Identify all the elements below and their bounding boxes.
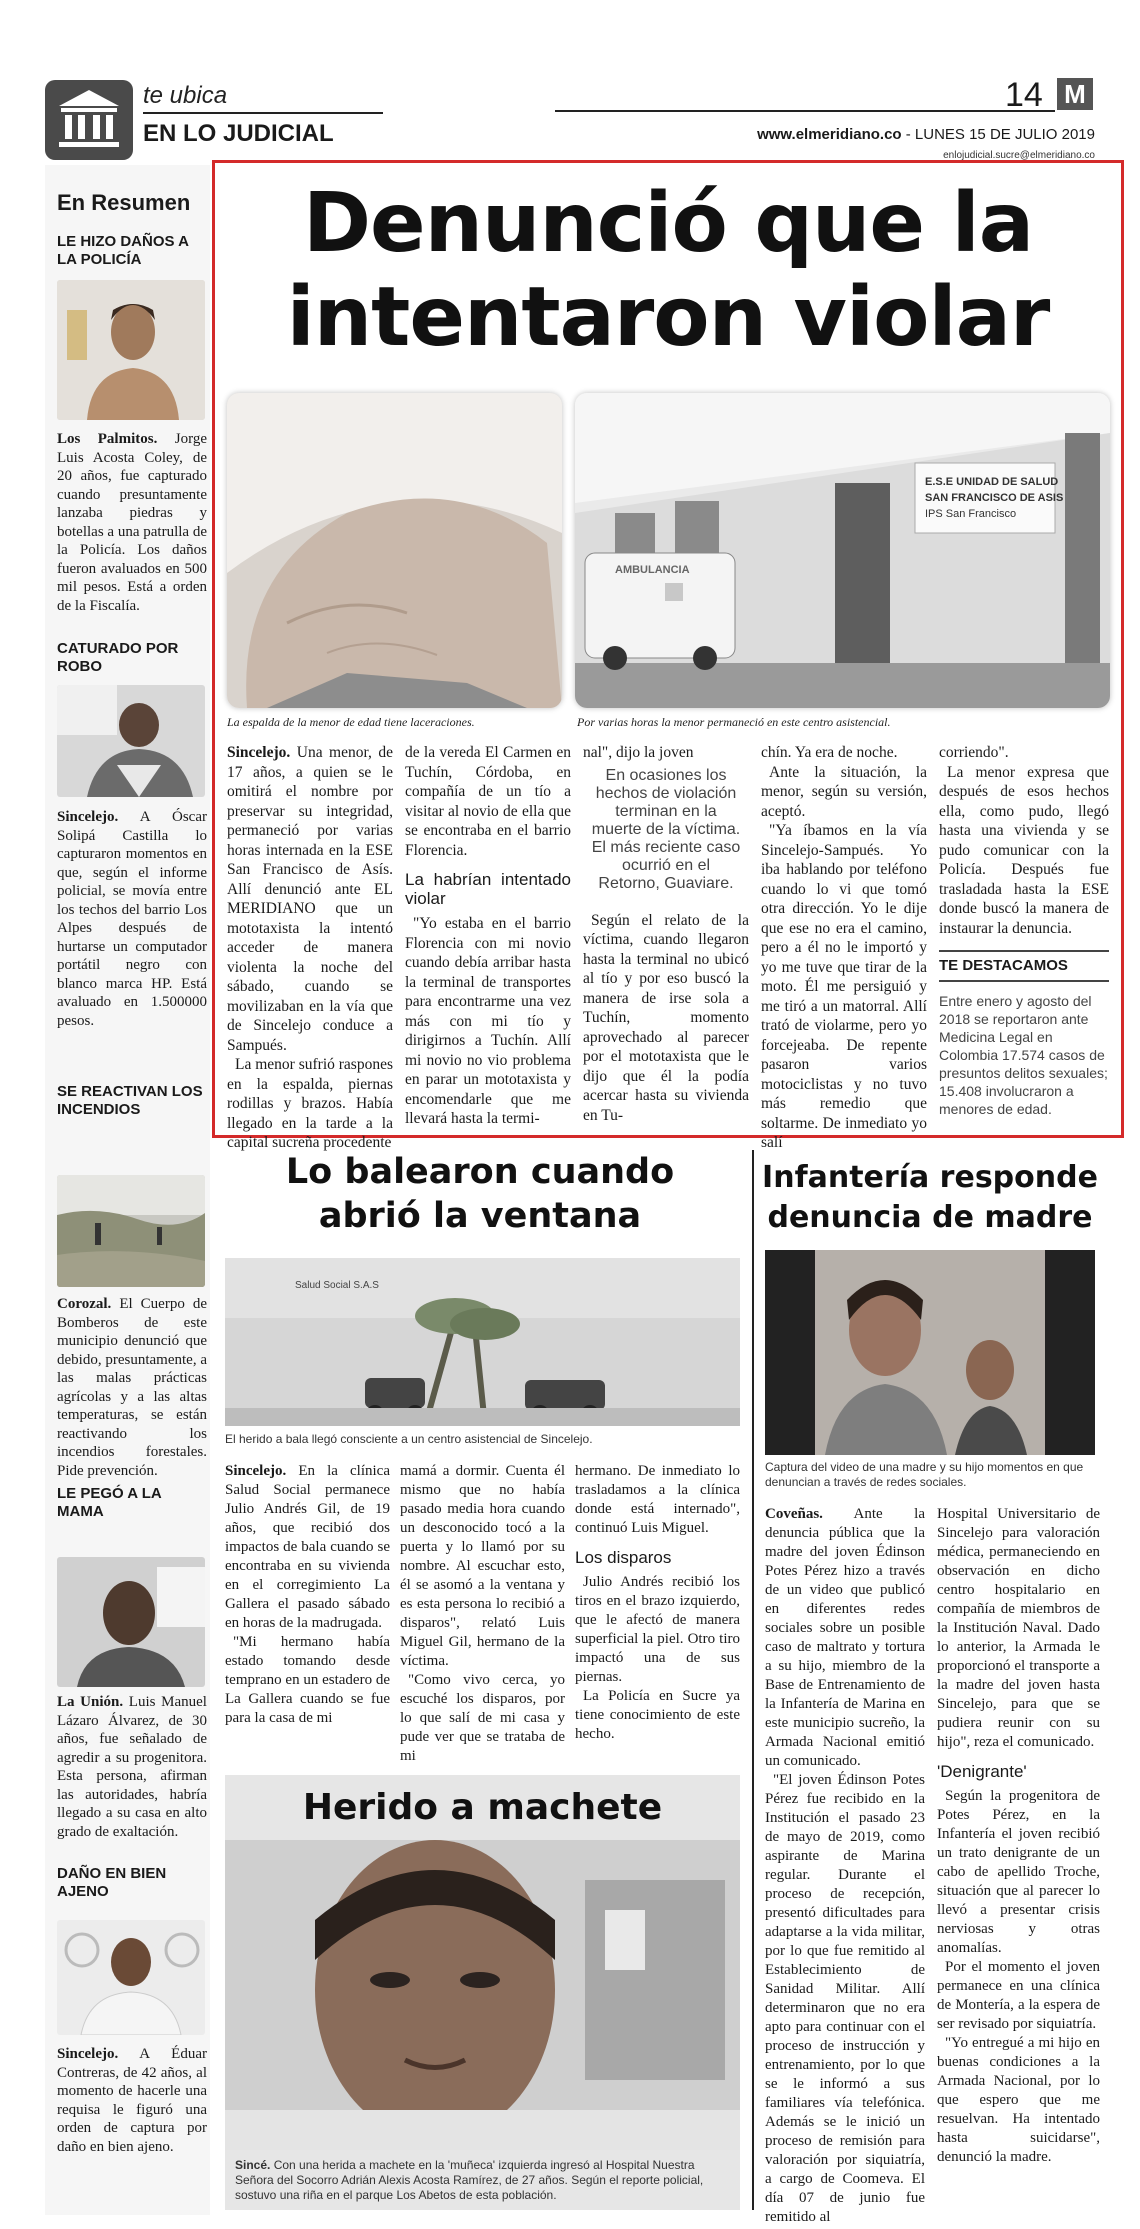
page-header (45, 72, 1095, 162)
article-headline: Infantería responde denuncia de madre (762, 1160, 1098, 1235)
article-column: de la vereda El Carmen en Tuchín, Córdoba, en compañía de un tío a visitar al novio de ella que se encontraba en el barrio Florencia. La habrían intentado violar "Yo estaba en el barrio Florencia con mi novio cuando debía arribar hasta la terminal de transportes para encontrarme una vez más con mi tío y dirigirnos a Tuchín. Allí mi novio no vio problema en parar un mototaxista y encomendarle que me llevará hasta la termi- (405, 744, 571, 1127)
sign-text: IPS San Francisco (925, 508, 1017, 520)
section-title: EN LO JUDICIAL (143, 120, 334, 147)
article-headline: Lo balearon cuando abrió la ventana (285, 1152, 675, 1236)
section-kicker: te ubica (143, 82, 228, 109)
main-headline: Denunció que la intentaron violar (286, 176, 1050, 365)
dateline (757, 126, 1095, 143)
photo-caption: Captura del video de una madre y su hijo momentos en que denuncian a través de redes sociales. (765, 1460, 1084, 1489)
article-column: nal", dijo la joven En ocasiones los hechos de violación terminan en la muerte de la víctima. El más reciente caso ocurrió en el Retorno, Guaviare. Según el relato de la víctima, cuando llegaron hasta la terminal no ubicó al tío y por eso buscó la manera de irse sola a Tuchín, momento aprovechado al parecer por el mototaxista que le dijo que él la podía acercar hasta su vivienda en Tu- (583, 744, 749, 1124)
page-number: 14 (1005, 76, 1043, 114)
brand-logo: M (1057, 78, 1093, 110)
section-email[interactable]: enlojudicial.sucre@elmeridiano.co (943, 150, 1095, 161)
sidebar-heading: LE PEGÓ A LA MAMA (57, 1485, 162, 1520)
fire-photo (57, 1175, 205, 1287)
main-article (212, 160, 1124, 1151)
article-column: corriendo". La menor expresa que después de esos hechos ella, como pudo, llegó hasta una vivienda y se pudo comunicar con la Policía. Después fue trasladada hasta la ESE donde buscó la manera de instaurar la denuncia. TE DESTACAMOS Entre enero y agosto del 2018 se reportaron ante Medicina Legal en Colombia 17.574 casos de presuntos delitos sexuales; 15.408 involucraron a menores de edad. (939, 744, 1109, 1117)
suspect-photo (57, 280, 205, 420)
subheading: Los disparos (575, 1548, 672, 1567)
article-column: hermano. De inmediato lo trasladamos a la clínica donde está internado", continuó Luis Miguel. Los disparos Julio Andrés recibió los tiros en el brazo izquierdo, que le afectó de manera superficial la piel. Otro tiro impactó una de sus piernas. La Policía en Sucre ya tiene conocimiento de este hecho. (575, 1463, 740, 1742)
health-center-photo (575, 393, 1110, 708)
sidebar-text: Sincelejo. A Óscar Solipá Castilla lo capturaron momentos en que, según el informe policial, se movía entre los techos del barrio Los Alpes después de hurtarse un computador portátil negro con blanco marca HP. Está avaluado en 1.500000 pesos. (57, 809, 207, 1029)
photo-caption: El herido a bala llegó consciente a un centro asistencial de Sincelejo. (225, 1432, 593, 1446)
photo-caption: La espalda de la menor de edad tiene laceraciones. (227, 715, 475, 729)
article-column: Sincelejo. Una menor, de 17 años, a quien se le omitirá el nombre por preservar su integridad, permaneció por varias horas internada en la ESE San Francisco de Asís. Allí denunció ante EL MERIDIANO que un mototaxista la intentó acceder de manera violenta la noche del sábado, cuando se movilizaban en la vía que de Sincelejo conduce a Sampués. La menor sufrió raspones en la espalda, piernas rodillas y brazos. Había llegado en la tarde a la capital sucreña procedente (227, 744, 393, 1151)
issue-date: - LUNES 15 DE JULIO 2019 (901, 126, 1095, 143)
summary-sidebar (45, 165, 210, 2215)
clinic-photo (225, 1258, 740, 1426)
back-injury-photo (227, 393, 562, 708)
article-column: Coveñas. Ante la denuncia pública que la madre del joven Édinson Potes Pérez hizo a través de un video que publicó en diferentes redes sociales sobre un posible caso de maltrato y tortura a su hijo, miembro de la Base de Entrenamiento de la Infantería de Marina en este municipio sucreño, la Armada Nacional emitió un comunicado. "El joven Édinson Potes Pérez fue recibido en la Institución el pasado 23 de mayo de 2019, como aspirante de Marina regular. Durante el proceso de recepción, presentó dificultades para adaptarse a la vida militar, por lo que fue remitido al Establecimiento de Sanidad Militar. Allí determinaron que no era apto para continuar con el proceso de instrucción y entrenamiento, por lo que se le informó a sus familiares vía telefónica. Además se le inició un proceso de remisión para valoración por siquiatría, a cargo de Coomeva. El día 07 de junio fue remitido al (765, 1506, 925, 2225)
sign-text: SAN FRANCISCO DE ASIS (925, 492, 1064, 504)
sidebar-title: En Resumen (57, 190, 191, 215)
suspect-photo (57, 1557, 205, 1687)
article-column: mamá a dormir. Cuenta él mismo que no había pasado media hora cuando un desconocido tocó a la puerta y lo llamó por su nombre. Al escuchar esto, él se asomó a la ventana y es esta persona lo recibió a disparos", relató Luis Miguel Gil, hermano de la víctima. "Como vivo cerca, yo escuché los disparos, por lo que salí de mi casa y pude ver que se trataba de mi (400, 1463, 565, 1764)
site-url[interactable]: www.elmeridiano.co (757, 126, 902, 143)
header-rule (555, 110, 1055, 112)
highlight-title: TE DESTACAMOS (939, 950, 1109, 982)
subheading: 'Denigrante' (937, 1762, 1027, 1781)
photo-caption: Por varias horas la menor permaneció en este centro asistencial. (577, 715, 891, 729)
highlight-text: Entre enero y agosto del 2018 se reportaron ante Medicina Legal en Colombia 17.574 casos de presuntos delitos sexuales; 15.408 involucraron a menores de edad. (939, 992, 1108, 1117)
sidebar-text: Corozal. El Cuerpo de Bomberos de este municipio denunció que debido, presuntamente, a las malas prácticas agrícolas y a las altas temperaturas, se están reactivando los incendios forestales. Pide prevención. (57, 1296, 207, 1479)
injured-man-photo (225, 1840, 740, 2150)
ambulance-label: AMBULANCIA (615, 564, 690, 576)
sidebar-heading: LE HIZO DAÑOS A LA POLICÍA (57, 233, 189, 268)
subheading: La habrían intentado violar (405, 870, 571, 908)
article-column: Hospital Universitario de Sincelejo para valoración médica, permaneciendo en observación en dicho centro hospitalario en compañía de miembros de la Institución Naval. Dado lo anterior, la Armada le proporcionó el transporte a la madre del joven hasta Sincelejo, para que se pudiera reunir con su hijo", reza el comunicado. 'Denigrante' Según la progenitora de Potes Pérez, en la Infantería el joven recibió un trato denigrante de un cabo de apellido Troche, situación que al parecer lo llevó a presentar crisis nerviosas y otras anomalías. Por el momento el joven permanece en una clínica de Montería, a la espera de ser revisado por siquiatría. "Yo entregué a mi hijo en buenas condiciones a la Armada Nacional, por lo que espero que me resuelvan. Ha intentado hasta suicidarse", denunció la madre. (937, 1506, 1100, 2165)
article-column: Sincelejo. En la clínica Salud Social permanece Julio Andrés Gil, de 19 años, que recibió dos impactos de bala cuando se encontraba en su vivienda en el corregimiento La Gallera el pasado sábado en horas de la madrugada. "Mi hermano había estado tomando desde temprano en un estadero de La Gallera cuando se fue para la casa de mi (225, 1463, 390, 1726)
sidebar-heading: DAÑO EN BIEN AJENO (57, 1865, 167, 1900)
suspect-photo (57, 685, 205, 797)
column-divider (752, 1150, 754, 2210)
sidebar-text: Sincelejo. A Éduar Contreras, de 42 años, al momento de hacerle una requisa le figuró una orden de captura por daño en bien ajeno. (57, 2046, 207, 2155)
kicker-divider (143, 112, 383, 114)
suspect-photo (57, 1920, 205, 2035)
sidebar-heading: SE REACTIVAN LOS INCENDIOS (57, 1083, 203, 1118)
photo-caption: Sincé. Con una herida a machete en la 'muñeca' izquierda ingresó al Hospital Nuestra Señora del Socorro Adrián Alexis Acosta Ramírez, de 27 años. Según el reporte policial, sostuvo una riña en el parque Los Abetos de esta población. (235, 2158, 704, 2202)
sign-text: E.S.E UNIDAD DE SALUD (925, 476, 1059, 488)
article-headline: Herido a machete (302, 1787, 663, 1828)
video-capture-photo (765, 1250, 1095, 1455)
sidebar-text: Los Palmitos. Jorge Luis Acosta Coley, de 20 años, fue capturado cuando presuntamente lanzaba piedras y botellas a una patrulla de la Policía. Los daños fueron avaluados en 500 mil pesos. Está a orden de la Fiscalía. (57, 431, 207, 614)
pull-quote: En ocasiones los hechos de violación terminan en la muerte de la víctima. El más reciente caso ocurrió en el Retorno, Guaviare. (591, 766, 741, 892)
article-column: chín. Ya era de noche. Ante la situación, la menor, según su versión, aceptó. "Ya íbamos en la vía Sincelejo-Sampués. Yo iba hablando por teléfono cuando lo vi que tomó otra dirección. Yo le dije que ese no era el camino, pero a él no le importó y yo me tuve que tirar de la moto. Él me persiguió y me tiró a un matorral. Allí trató de violarme, pero yo forcejeaba. De repente pasaron varios motociclistas y no tuvo más remedio que soltarme. De inmediato yo salí (761, 744, 927, 1151)
sign-text: Salud Social S.A.S (295, 1280, 379, 1291)
sidebar-text: La Unión. Luis Manuel Lázaro Álvarez, de 30 años, fue señalado de agredir a su progenitora. Esta persona, afirman las autoridades, habría llegado a su casa en alto grado de exaltación. (57, 1694, 207, 1840)
courthouse-icon (45, 80, 133, 160)
sidebar-heading: CATURADO POR ROBO (57, 640, 179, 675)
